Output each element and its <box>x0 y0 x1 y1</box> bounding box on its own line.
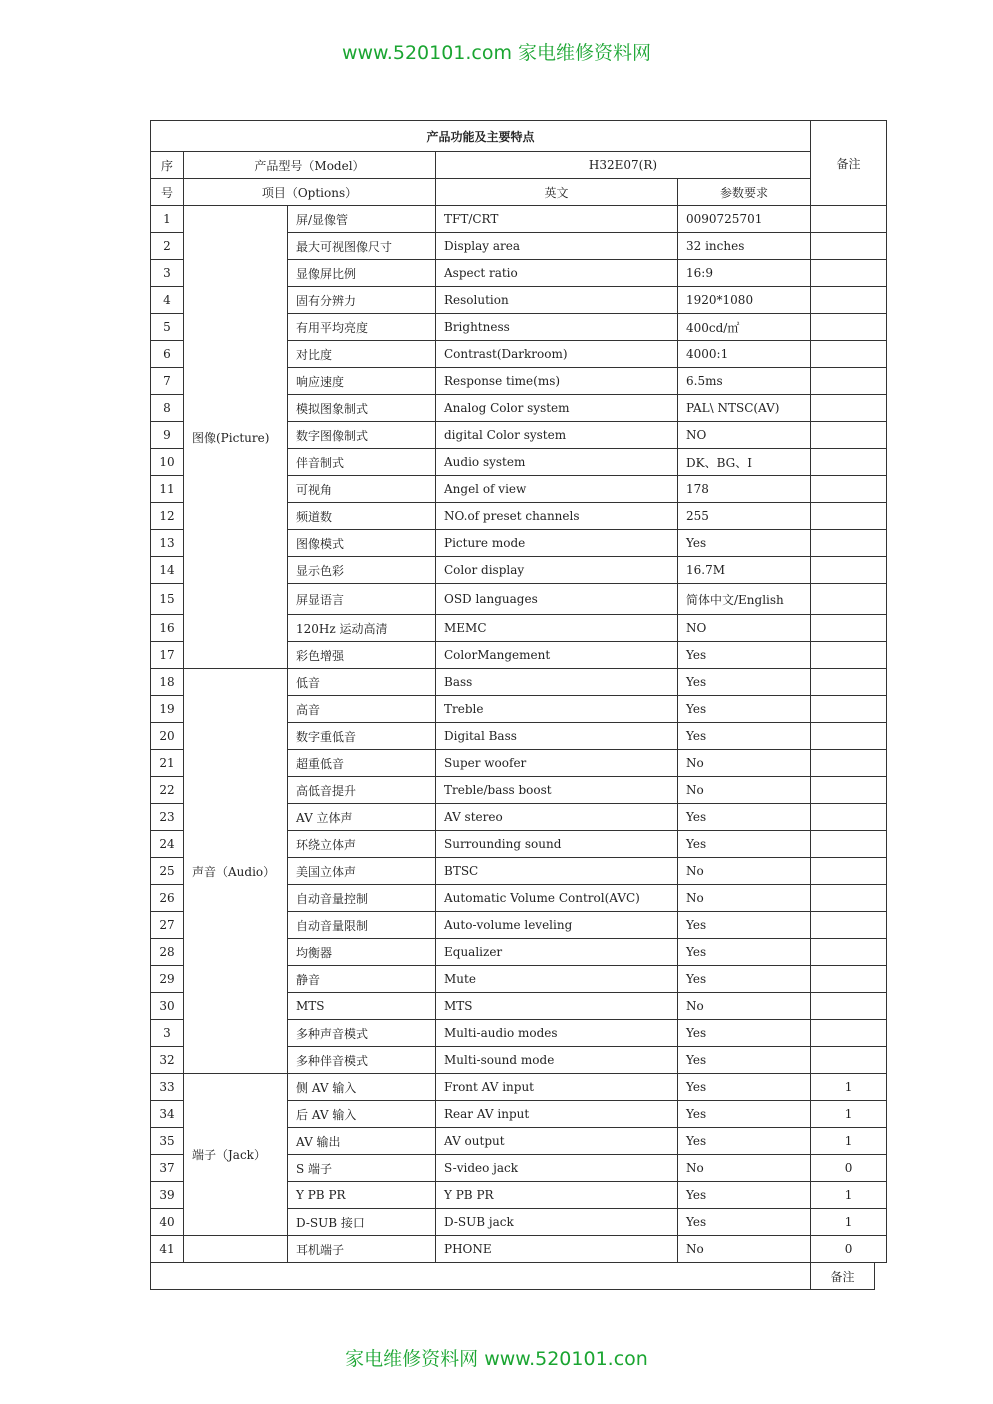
item-chinese: 显示色彩 <box>288 557 436 584</box>
item-chinese: 低音 <box>288 669 436 696</box>
item-chinese: 响应速度 <box>288 368 436 395</box>
item-remark: 1 <box>811 1209 887 1236</box>
item-remark <box>811 368 887 395</box>
item-chinese: AV 立体声 <box>288 804 436 831</box>
table-row <box>151 1074 887 1101</box>
item-parameter: 255 <box>678 503 811 530</box>
row-number: 7 <box>151 368 184 395</box>
row-number: 13 <box>151 530 184 557</box>
row-number: 12 <box>151 503 184 530</box>
item-english: Response time(ms) <box>436 368 678 395</box>
item-remark <box>811 939 887 966</box>
item-remark <box>811 206 887 233</box>
item-chinese: 屏显语言 <box>288 584 436 615</box>
options-label: 项目（Options） <box>184 179 436 206</box>
item-remark <box>811 831 887 858</box>
item-remark <box>811 395 887 422</box>
item-chinese: 超重低音 <box>288 750 436 777</box>
item-english: Front AV input <box>436 1074 678 1101</box>
item-english: Analog Color system <box>436 395 678 422</box>
row-number: 37 <box>151 1155 184 1182</box>
item-remark <box>811 750 887 777</box>
item-parameter: PAL\ NTSC(AV) <box>678 395 811 422</box>
item-parameter: No <box>678 885 811 912</box>
group-label: 图像(Picture) <box>184 206 288 669</box>
item-chinese: 数字图像制式 <box>288 422 436 449</box>
spec-table <box>150 120 887 1290</box>
item-remark <box>811 422 887 449</box>
row-number: 11 <box>151 476 184 503</box>
item-english: Treble/bass boost <box>436 777 678 804</box>
item-parameter: 4000:1 <box>678 341 811 368</box>
item-remark <box>811 584 887 615</box>
model-value: H32E07(R) <box>436 152 811 179</box>
item-chinese: Y PB PR <box>288 1182 436 1209</box>
item-remark <box>811 530 887 557</box>
item-english: D-SUB jack <box>436 1209 678 1236</box>
row-number: 19 <box>151 696 184 723</box>
row-number: 5 <box>151 314 184 341</box>
group-label <box>184 1236 288 1263</box>
item-parameter: No <box>678 750 811 777</box>
item-remark <box>811 669 887 696</box>
item-remark <box>811 557 887 584</box>
item-chinese: 数字重低音 <box>288 723 436 750</box>
item-chinese: 显像屏比例 <box>288 260 436 287</box>
row-number: 15 <box>151 584 184 615</box>
row-number: 22 <box>151 777 184 804</box>
row-number: 1 <box>151 206 184 233</box>
item-english: Automatic Volume Control(AVC) <box>436 885 678 912</box>
row-number: 20 <box>151 723 184 750</box>
item-chinese: 图像模式 <box>288 530 436 557</box>
bottom-banner: 家电维修资料网 www.520101.con <box>345 1348 648 1370</box>
item-english: Equalizer <box>436 939 678 966</box>
item-english: Aspect ratio <box>436 260 678 287</box>
row-number: 3 <box>151 1020 184 1047</box>
param-header: 参数要求 <box>678 179 811 206</box>
item-english: TFT/CRT <box>436 206 678 233</box>
item-parameter: Yes <box>678 1101 811 1128</box>
item-chinese: 美国立体声 <box>288 858 436 885</box>
item-chinese: 屏/显像管 <box>288 206 436 233</box>
item-remark <box>811 858 887 885</box>
item-english: Treble <box>436 696 678 723</box>
item-remark <box>811 966 887 993</box>
item-remark <box>811 449 887 476</box>
item-parameter: Yes <box>678 912 811 939</box>
item-english: Digital Bass <box>436 723 678 750</box>
item-parameter: 0090725701 <box>678 206 811 233</box>
item-remark <box>811 777 887 804</box>
item-remark <box>811 287 887 314</box>
row-number: 3 <box>151 260 184 287</box>
item-english: Contrast(Darkroom) <box>436 341 678 368</box>
row-number: 9 <box>151 422 184 449</box>
item-chinese: 后 AV 输入 <box>288 1101 436 1128</box>
item-parameter: Yes <box>678 1182 811 1209</box>
item-parameter: 1920*1080 <box>678 287 811 314</box>
item-english: Surrounding sound <box>436 831 678 858</box>
item-parameter: 6.5ms <box>678 368 811 395</box>
item-remark: 1 <box>811 1128 887 1155</box>
row-number: 30 <box>151 993 184 1020</box>
item-chinese: 最大可视图像尺寸 <box>288 233 436 260</box>
item-remark <box>811 804 887 831</box>
item-parameter: Yes <box>678 831 811 858</box>
item-remark <box>811 1020 887 1047</box>
item-chinese: 120Hz 运动高清 <box>288 615 436 642</box>
seq-header-1: 序 <box>151 152 184 179</box>
row-number: 6 <box>151 341 184 368</box>
item-chinese: AV 输出 <box>288 1128 436 1155</box>
item-chinese: 彩色增强 <box>288 642 436 669</box>
item-parameter: Yes <box>678 696 811 723</box>
table-row <box>151 669 887 696</box>
row-number: 16 <box>151 615 184 642</box>
item-remark: 0 <box>811 1236 887 1263</box>
item-remark <box>811 723 887 750</box>
seq-header-2: 号 <box>151 179 184 206</box>
item-chinese: 可视角 <box>288 476 436 503</box>
item-remark: 1 <box>811 1182 887 1209</box>
item-english: Color display <box>436 557 678 584</box>
row-number: 29 <box>151 966 184 993</box>
item-parameter: 400cd/㎡ <box>678 314 811 341</box>
row-number: 28 <box>151 939 184 966</box>
item-chinese: 模拟图象制式 <box>288 395 436 422</box>
row-number: 14 <box>151 557 184 584</box>
item-remark <box>811 885 887 912</box>
item-english: AV stereo <box>436 804 678 831</box>
item-english: Audio system <box>436 449 678 476</box>
row-number: 27 <box>151 912 184 939</box>
item-chinese: 侧 AV 输入 <box>288 1074 436 1101</box>
item-english: Picture mode <box>436 530 678 557</box>
item-remark <box>811 696 887 723</box>
item-parameter: Yes <box>678 723 811 750</box>
item-parameter: NO <box>678 615 811 642</box>
row-number: 4 <box>151 287 184 314</box>
row-number: 41 <box>151 1236 184 1263</box>
item-remark <box>811 476 887 503</box>
item-english: Display area <box>436 233 678 260</box>
item-chinese: 多种伴音模式 <box>288 1047 436 1074</box>
item-chinese: 有用平均亮度 <box>288 314 436 341</box>
item-english: Y PB PR <box>436 1182 678 1209</box>
item-english: Angel of view <box>436 476 678 503</box>
item-english: Resolution <box>436 287 678 314</box>
item-remark <box>811 503 887 530</box>
item-english: NO.of preset channels <box>436 503 678 530</box>
table-title: 产品功能及主要特点 <box>151 121 811 152</box>
row-number: 2 <box>151 233 184 260</box>
row-number: 39 <box>151 1182 184 1209</box>
item-remark <box>811 341 887 368</box>
row-number: 23 <box>151 804 184 831</box>
item-remark <box>811 1047 887 1074</box>
item-english: ColorMangement <box>436 642 678 669</box>
row-number: 10 <box>151 449 184 476</box>
item-english: Multi-sound mode <box>436 1047 678 1074</box>
item-parameter: No <box>678 1236 811 1263</box>
group-label: 端子（Jack） <box>184 1074 288 1236</box>
item-parameter: No <box>678 777 811 804</box>
table-row <box>151 206 887 233</box>
row-number: 32 <box>151 1047 184 1074</box>
item-parameter: Yes <box>678 530 811 557</box>
item-parameter: No <box>678 858 811 885</box>
row-number: 18 <box>151 669 184 696</box>
item-remark <box>811 642 887 669</box>
item-chinese: 环绕立体声 <box>288 831 436 858</box>
row-number: 40 <box>151 1209 184 1236</box>
item-parameter: 32 inches <box>678 233 811 260</box>
item-chinese: 固有分辨力 <box>288 287 436 314</box>
remark-header: 备注 <box>811 121 887 206</box>
item-parameter: 16:9 <box>678 260 811 287</box>
item-english: Rear AV input <box>436 1101 678 1128</box>
item-remark <box>811 260 887 287</box>
group-label: 声音（Audio） <box>184 669 288 1074</box>
item-parameter: No <box>678 993 811 1020</box>
item-english: digital Color system <box>436 422 678 449</box>
item-chinese: 自动音量限制 <box>288 912 436 939</box>
item-parameter: Yes <box>678 642 811 669</box>
item-english: OSD languages <box>436 584 678 615</box>
item-parameter: Yes <box>678 669 811 696</box>
item-parameter: 简体中文/English <box>678 584 811 615</box>
item-english: Multi-audio modes <box>436 1020 678 1047</box>
item-parameter: Yes <box>678 939 811 966</box>
row-number: 34 <box>151 1101 184 1128</box>
table-row <box>151 1236 887 1263</box>
item-chinese: 自动音量控制 <box>288 885 436 912</box>
item-english: Bass <box>436 669 678 696</box>
item-parameter: Yes <box>678 1209 811 1236</box>
item-chinese: 对比度 <box>288 341 436 368</box>
item-english: MEMC <box>436 615 678 642</box>
row-number: 17 <box>151 642 184 669</box>
row-number: 25 <box>151 858 184 885</box>
item-parameter: Yes <box>678 1074 811 1101</box>
item-chinese: 高低音提升 <box>288 777 436 804</box>
item-parameter: Yes <box>678 1047 811 1074</box>
item-remark <box>811 912 887 939</box>
item-parameter: 16.7M <box>678 557 811 584</box>
item-remark: 1 <box>811 1074 887 1101</box>
item-english: Brightness <box>436 314 678 341</box>
row-number: 21 <box>151 750 184 777</box>
item-english: PHONE <box>436 1236 678 1263</box>
item-parameter: Yes <box>678 1128 811 1155</box>
item-chinese: 多种声音模式 <box>288 1020 436 1047</box>
item-chinese: 耳机端子 <box>288 1236 436 1263</box>
item-english: MTS <box>436 993 678 1020</box>
item-remark <box>811 615 887 642</box>
item-remark: 0 <box>811 1155 887 1182</box>
english-header: 英文 <box>436 179 678 206</box>
model-label: 产品型号（Model） <box>184 152 436 179</box>
item-english: Mute <box>436 966 678 993</box>
item-parameter: Yes <box>678 804 811 831</box>
item-remark <box>811 233 887 260</box>
item-english: Auto-volume leveling <box>436 912 678 939</box>
item-english: Super woofer <box>436 750 678 777</box>
footer-remark: 备注 <box>811 1263 875 1290</box>
item-remark <box>811 993 887 1020</box>
item-english: BTSC <box>436 858 678 885</box>
row-number: 24 <box>151 831 184 858</box>
item-english: AV output <box>436 1128 678 1155</box>
item-chinese: D-SUB 接口 <box>288 1209 436 1236</box>
top-banner: www.520101.com 家电维修资料网 <box>341 42 652 64</box>
item-remark: 1 <box>811 1101 887 1128</box>
item-english: S-video jack <box>436 1155 678 1182</box>
item-remark <box>811 314 887 341</box>
item-parameter: 178 <box>678 476 811 503</box>
item-parameter: Yes <box>678 966 811 993</box>
item-parameter: NO <box>678 422 811 449</box>
item-parameter: No <box>678 1155 811 1182</box>
item-parameter: DK、BG、I <box>678 449 811 476</box>
item-chinese: S 端子 <box>288 1155 436 1182</box>
item-parameter: Yes <box>678 1020 811 1047</box>
item-chinese: MTS <box>288 993 436 1020</box>
row-number: 26 <box>151 885 184 912</box>
item-chinese: 伴音制式 <box>288 449 436 476</box>
row-number: 8 <box>151 395 184 422</box>
item-chinese: 静音 <box>288 966 436 993</box>
row-number: 35 <box>151 1128 184 1155</box>
item-chinese: 均衡器 <box>288 939 436 966</box>
row-number: 33 <box>151 1074 184 1101</box>
item-chinese: 高音 <box>288 696 436 723</box>
item-chinese: 频道数 <box>288 503 436 530</box>
